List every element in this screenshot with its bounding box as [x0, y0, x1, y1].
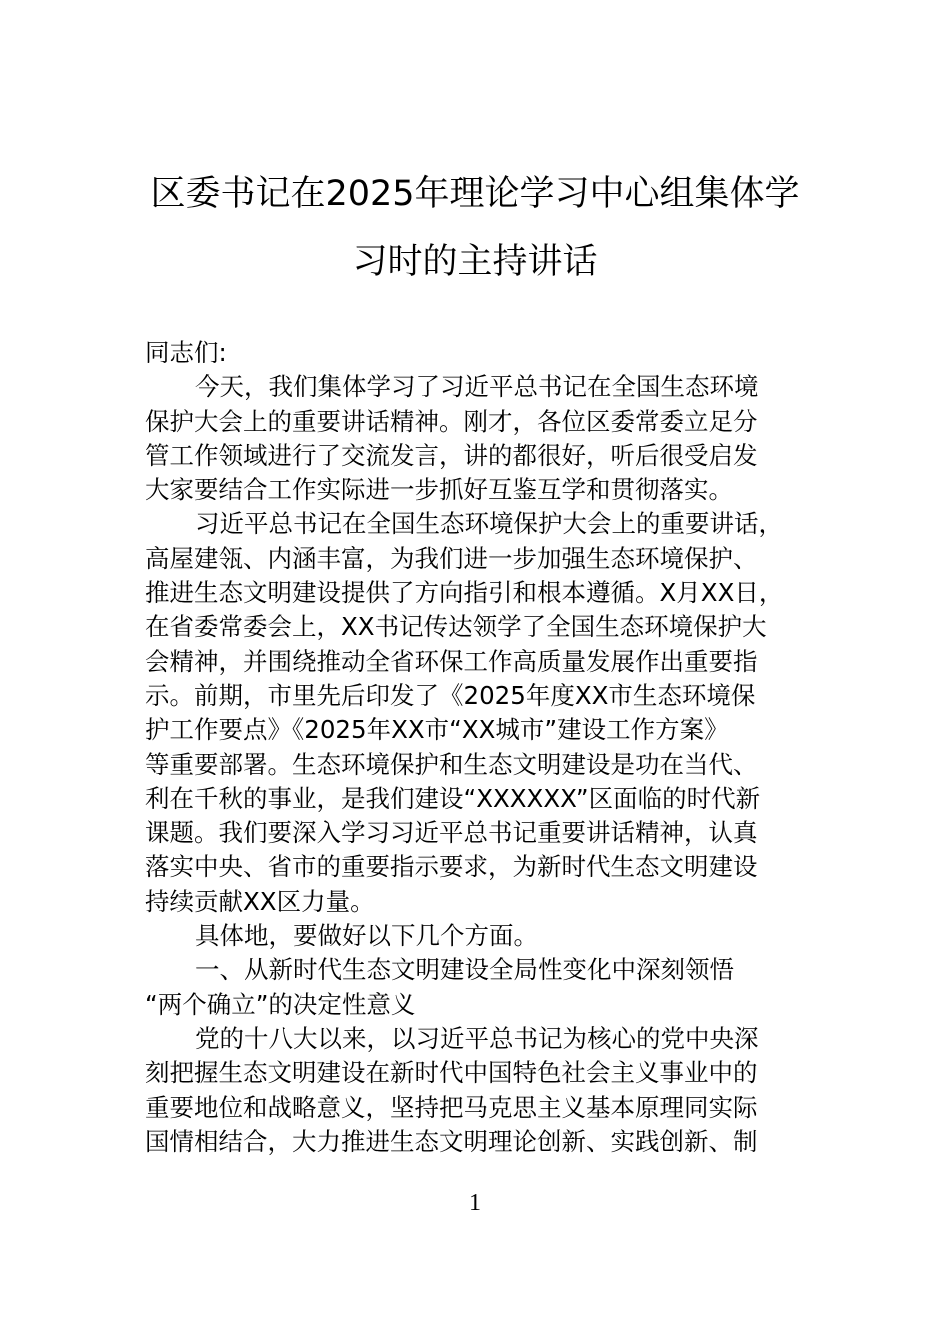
body-line: 持续贡献XX区力量。 — [145, 886, 375, 916]
body-line: 示。前期，市里先后印发了《2025年度XX市生态环境保 — [145, 680, 756, 710]
document-title-line-2: 习时的主持讲话 — [352, 242, 598, 282]
body-line: 重要地位和战略意义，坚持把马克思主义基本原理同实际 — [145, 1092, 758, 1122]
body-line: 刻把握生态文明建设在新时代中国特色社会主义事业中的 — [145, 1058, 758, 1088]
body-line: 落实中央、省市的重要指示要求，为新时代生态文明建设 — [145, 852, 758, 882]
body-line: 等重要部署。生态环境保护和生态文明建设是功在当代、 — [145, 749, 758, 779]
body-line: 今天，我们集体学习了习近平总书记在全国生态环境 — [195, 372, 759, 402]
body-line: 保护大会上的重要讲话精神。刚才，各位区委常委立足分 — [145, 406, 758, 436]
body-line: 在省委常委会上，XX书记传达领学了全国生态环境保护大 — [145, 612, 767, 642]
document-title-line-1: 区委书记在2025年理论学习中心组集体学 — [150, 174, 800, 214]
document-body — [145, 336, 825, 1159]
body-line: 一、从新时代生态文明建设全局性变化中深刻领悟 — [195, 955, 734, 985]
body-line: “两个确立”的决定性意义 — [145, 989, 416, 1019]
body-line: 党的十八大以来，以习近平总书记为核心的党中央深 — [195, 1023, 759, 1053]
body-line: 国情相结合，大力推进生态文明理论创新、实践创新、制 — [145, 1126, 758, 1156]
body-line: 推进生态文明建设提供了方向指引和根本遵循。X月XX日， — [145, 578, 784, 608]
body-line: 管工作领域进行了交流发言，讲的都很好，听后很受启发 — [145, 440, 758, 470]
body-line: 利在千秋的事业，是我们建设“XXXXXX”区面临的时代新 — [145, 783, 761, 813]
body-line: 习近平总书记在全国生态环境保护大会上的重要讲话， — [195, 509, 783, 539]
body-line: 大家要结合工作实际进一步抓好互鉴互学和贯彻落实。 — [145, 475, 733, 505]
body-line: 护工作要点》《2025年XX市“XX城市”建设工作方案》 — [145, 715, 729, 745]
body-line: 具体地，要做好以下几个方面。 — [195, 921, 538, 951]
body-line: 会精神，并围绕推动全省环保工作高质量发展作出重要指 — [145, 646, 758, 676]
body-line: 同志们: — [145, 338, 227, 367]
body-line: 课题。我们要深入学习习近平总书记重要讲话精神，认真 — [145, 818, 758, 848]
body-line: 高屋建瓴、内涵丰富，为我们进一步加强生态环境保护、 — [145, 543, 758, 573]
page-number: 1 — [469, 1190, 481, 1216]
